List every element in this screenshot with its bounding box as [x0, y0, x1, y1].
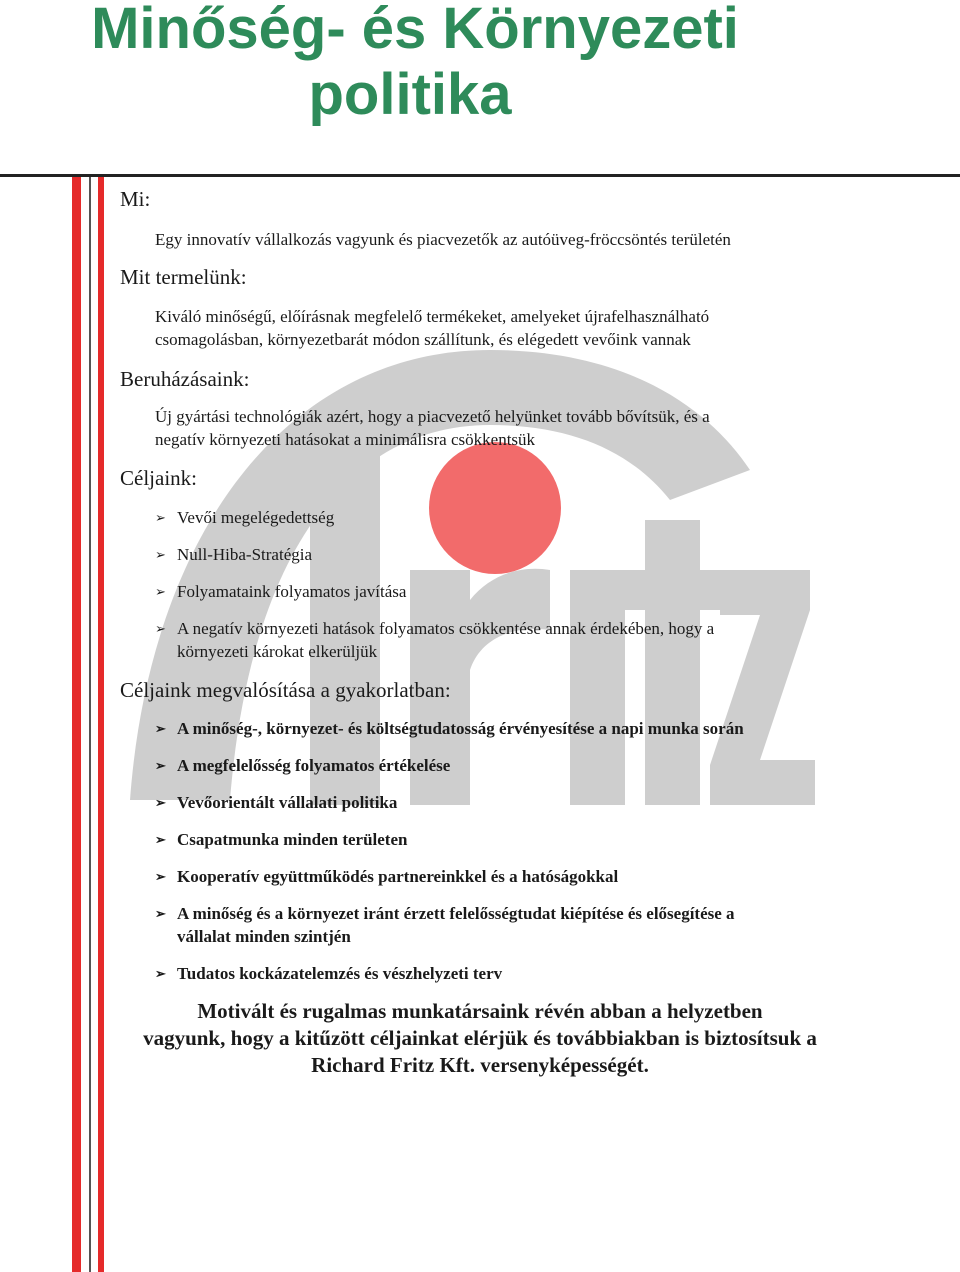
page-title-line2: politika	[308, 62, 512, 127]
para-termelunk-line2: csomagolásban, környezetbarát módon szállítunk, és elégedett vevőink vannak	[155, 330, 691, 349]
header-divider	[0, 174, 960, 177]
page-title-line1: Minőség- és Környezeti	[91, 0, 739, 61]
heading-termelunk: Mit termelünk:	[120, 265, 247, 289]
left-red-bar	[72, 177, 81, 1272]
para-beruhazas-line2: negatív környezeti hatásokat a minimálisra csökkentsük	[155, 430, 536, 449]
arrow-bullet-icon: ➢	[155, 721, 166, 736]
list-item: ➢ Folyamataink folyamatos javítása	[155, 582, 407, 601]
arrow-bullet-icon: ➢	[155, 832, 166, 847]
list-item: ➢ Null-Hiba-Stratégia	[155, 545, 313, 564]
left-red-bar-thin	[98, 177, 104, 1272]
list-item: ➢ A negatív környezeti hatások folyamatos csökkentése annak érdekében, hogy a környezeti károkat elkerüljük	[155, 619, 715, 661]
list-item: ➢ A minőség-, környezet- és költségtudatosság érvényesítése a napi munka során	[155, 719, 744, 738]
arrow-bullet-icon: ➢	[155, 795, 166, 810]
heading-beruhazas: Beruházásaink:	[120, 367, 250, 391]
arrow-bullet-icon: ➢	[155, 966, 166, 981]
para-termelunk-line1: Kiváló minőségű, előírásnak megfelelő termékeket, amelyeket újrafelhasználható	[155, 307, 710, 326]
left-black-line	[89, 177, 91, 1272]
closing-line1: Motivált és rugalmas munkatársaink révén abban a helyzetben	[197, 999, 763, 1023]
list-item: ➢ A megfelelősség folyamatos értékelése	[155, 756, 451, 775]
list-item: ➢ Tudatos kockázatelemzés és vészhelyzeti terv	[155, 964, 503, 983]
arrow-bullet-icon: ➢	[155, 510, 166, 525]
arrow-bullet-icon: ➢	[155, 547, 166, 562]
arrow-bullet-icon: ➢	[155, 621, 166, 636]
closing-line3: Richard Fritz Kft. versenyképességét.	[311, 1053, 649, 1077]
list-item: ➢ Csapatmunka minden területen	[155, 830, 408, 849]
closing-line2: vagyunk, hogy a kitűzött céljainkat elérjük és továbbiakban is biztosítsuk a	[143, 1026, 817, 1050]
arrow-bullet-icon: ➢	[155, 758, 166, 773]
arrow-bullet-icon: ➢	[155, 906, 166, 921]
list-item: ➢ A minőség és a környezet iránt érzett felelősségtudat kiépítése és elősegítése a vállalat minden szintjén	[155, 904, 735, 946]
arrow-bullet-icon: ➢	[155, 584, 166, 599]
list-item: ➢ Vevői megelégedettség	[155, 508, 335, 527]
para-mi: Egy innovatív vállalkozás vagyunk és piacvezetők az autóüveg-fröccsöntés területén	[155, 230, 731, 249]
heading-mi: Mi:	[120, 187, 151, 211]
list-item: ➢ Vevőorientált vállalati politika	[155, 793, 398, 812]
closing-statement	[110, 998, 850, 1079]
heading-gyakorlat: Céljaink megvalósítása a gyakorlatban:	[120, 678, 451, 702]
para-beruhazas-line1: Új gyártási technológiák azért, hogy a piacvezető helyünket tovább bővítsük, és a	[155, 407, 710, 426]
heading-celjaink: Céljaink:	[120, 466, 197, 490]
arrow-bullet-icon: ➢	[155, 869, 166, 884]
list-item: ➢ Kooperatív együttműködés partnereinkkel és a hatóságokkal	[155, 867, 619, 886]
